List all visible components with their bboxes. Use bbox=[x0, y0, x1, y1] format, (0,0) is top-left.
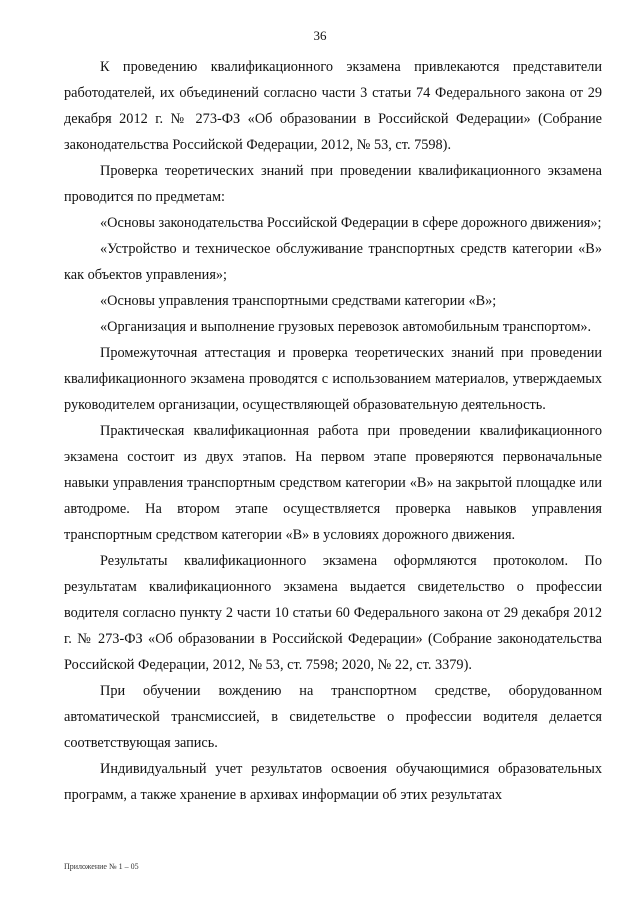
footer-note: Приложение № 1 – 05 bbox=[64, 862, 139, 871]
paragraph-exam-results: Результаты квалификационного экзамена оформляются протоколом. По результатам квалификационного экзамена выдается свидетельство о профессии водителя согласно пункту 2 части 10 статьи 60 Федерального закона от 29 декабря 2012 г. № 273-ФЗ «Об образовании в Российской Федерации» (Собрание законодательства Российской Федерации, 2012, № 53, ст. 7598; 2020, № 22, ст. 3379). bbox=[64, 553, 602, 673]
paragraph-intermediate-attestation: Промежуточная аттестация и проверка теоретических знаний при проведении квалификационного экзамена проводятся с использованием материалов, утверждаемых руководителем организации, осуществляющей образовательную деятельность. bbox=[64, 345, 602, 413]
subject-item-vehicle-device: «Устройство и техническое обслуживание транспортных средств категории «В» как объектов управления»; bbox=[64, 241, 602, 283]
subject-item-vehicle-control: «Основы управления транспортными средствами категории «В»; bbox=[100, 293, 497, 309]
paragraph-exam-representatives: К проведению квалификационного экзамена привлекаются представители работодателей, их объединений согласно части 3 статьи 74 Федерального закона от 29 декабря 2012 г. № 273-ФЗ «Об образовании в Российской Федерации» (Собрание законодательства Российской Федерации, 2012, № 53, ст. 7598). bbox=[64, 59, 602, 153]
subject-item-cargo-transport: «Организация и выполнение грузовых перевозок автомобильным транспортом». bbox=[100, 319, 592, 335]
paragraph-automatic-transmission: При обучении вождению на транспортном средстве, оборудованном автоматической трансмиссией, в свидетельстве о профессии водителя делается соответствующая запись. bbox=[64, 683, 602, 751]
document-body bbox=[64, 54, 602, 808]
paragraph-individual-record: Индивидуальный учет результатов освоения обучающимися образовательных программ, а также хранение в архивах информации об этих результатах bbox=[64, 761, 602, 803]
paragraph-theory-subjects-intro: Проверка теоретических знаний при проведении квалификационного экзамена проводится по предметам: bbox=[64, 163, 602, 205]
page-number: 36 bbox=[313, 28, 327, 43]
subject-item-traffic-law: «Основы законодательства Российской Федерации в сфере дорожного движения»; bbox=[100, 215, 602, 231]
paragraph-practical-work: Практическая квалификационная работа при проведении квалификационного экзамена состоит из двух этапов. На первом этапе проверяются первоначальные навыки управления транспортным средством категории «В» на закрытой площадке или автодроме. На втором этапе осуществляется проверка навыков управления транспортным средством категории «В» в условиях дорожного движения. bbox=[64, 423, 602, 543]
